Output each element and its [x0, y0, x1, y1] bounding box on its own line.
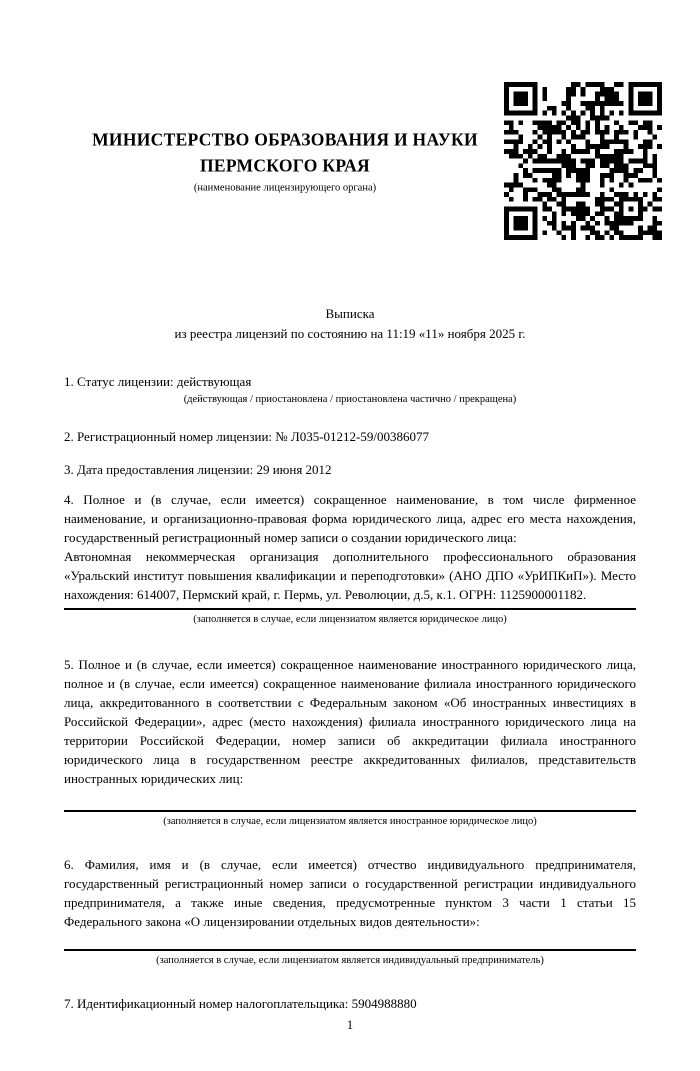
grant-date-text: 3. Дата предоставления лицензии: 29 июня 2012 [64, 462, 332, 477]
document-header [64, 82, 636, 240]
item-legal-entity [64, 490, 636, 627]
legal-entity-value: Автономная некоммерческая организация дополнительного профессионального образования «Уральский институт повышения квалификации и переподготовки» (АНО ДПО «УрИПКиП»). Место нахождения: 614007, Пермский край, г. Пермь, ул. Революции, д.5, к.1. ОГРН: 1125900001182. [64, 549, 636, 602]
taxpayer-number-text: 7. Идентификационный номер налогоплательщика: 5904988880 [64, 996, 417, 1011]
registration-number-text: 2. Регистрационный номер лицензии: № Л035-01212-59/00386077 [64, 429, 430, 444]
document-title-line1: Выписка [325, 306, 375, 321]
foreign-entity-empty-value [64, 788, 636, 806]
field-underline [64, 949, 636, 951]
licensing-authority-caption: (наименование лицензирующего органа) [193, 182, 377, 194]
license-status-text: 1. Статус лицензии: действующая [64, 374, 252, 389]
license-status-options-caption: (действующая / приостановлена / приостановлена частично / прекращена) [183, 394, 517, 405]
legal-entity-caption: (заполняется в случае, если лицензиатом является юридическое лицо) [193, 614, 507, 625]
foreign-entity-caption: (заполняется в случае, если лицензиатом является иностранное юридическое лицо) [163, 816, 537, 827]
entrepreneur-heading: 6. Фамилия, имя и (в случае, если имеется) отчество индивидуального предпринимателя, государственный регистрационный номер записи о государственной регистрации индивидуального предпринимателя, а также иные сведения, предусмотренные пунктом 3 части 1 статьи 15 Федерального закона «О лицензировании отдельных видов деятельности»: [64, 857, 636, 929]
document-title [64, 304, 636, 344]
item-grant-date [64, 460, 636, 479]
qr-code-icon [504, 82, 662, 240]
item-individual-entrepreneur [64, 855, 636, 968]
ministry-name-line1: МИНИСТЕРСТВО ОБРАЗОВАНИЯ И НАУКИ [92, 129, 478, 150]
item-taxpayer-number [64, 994, 636, 1013]
item-license-status [64, 372, 636, 407]
license-extract-page [0, 82, 700, 1071]
field-underline [64, 608, 636, 610]
document-title-line2: из реестра лицензий по состоянию на 11:19 «11» ноября 2025 г. [174, 326, 526, 341]
page-number: 1 [346, 1018, 354, 1032]
item-registration-number [64, 427, 636, 446]
entrepreneur-empty-value [64, 931, 636, 945]
item-foreign-entity [64, 655, 636, 829]
entrepreneur-caption: (заполняется в случае, если лицензиатом является индивидуальный предприниматель) [156, 955, 544, 966]
foreign-entity-heading: 5. Полное и (в случае, если имеется) сокращенное наименование иностранного юридического лица, полное и (в случае, если имеется) сокращенное наименование филиала иностранного юридического лица, аккредитованного в соответствии с Федеральным законом «Об иностранных инвестициях в Российской Федерации», адрес (место нахождения) филиала иностранного юридического лица на территории Российской Федерации, номер записи об аккредитации филиала иностранного юридического лица в государственном реестре аккредитованных филиалов, представительств иностранных юридических лиц: [64, 657, 636, 786]
ministry-name-line2: ПЕРМСКОГО КРАЯ [200, 155, 370, 176]
legal-entity-heading: 4. Полное и (в случае, если имеется) сокращенное наименование, в том числе фирменное наименование, и организационно-правовая форма юридического лица, адрес его места нахождения, государственный регистрационный номер записи о создании юридического лица: [64, 492, 636, 545]
field-underline [64, 810, 636, 812]
licensing-authority-block [64, 127, 506, 196]
